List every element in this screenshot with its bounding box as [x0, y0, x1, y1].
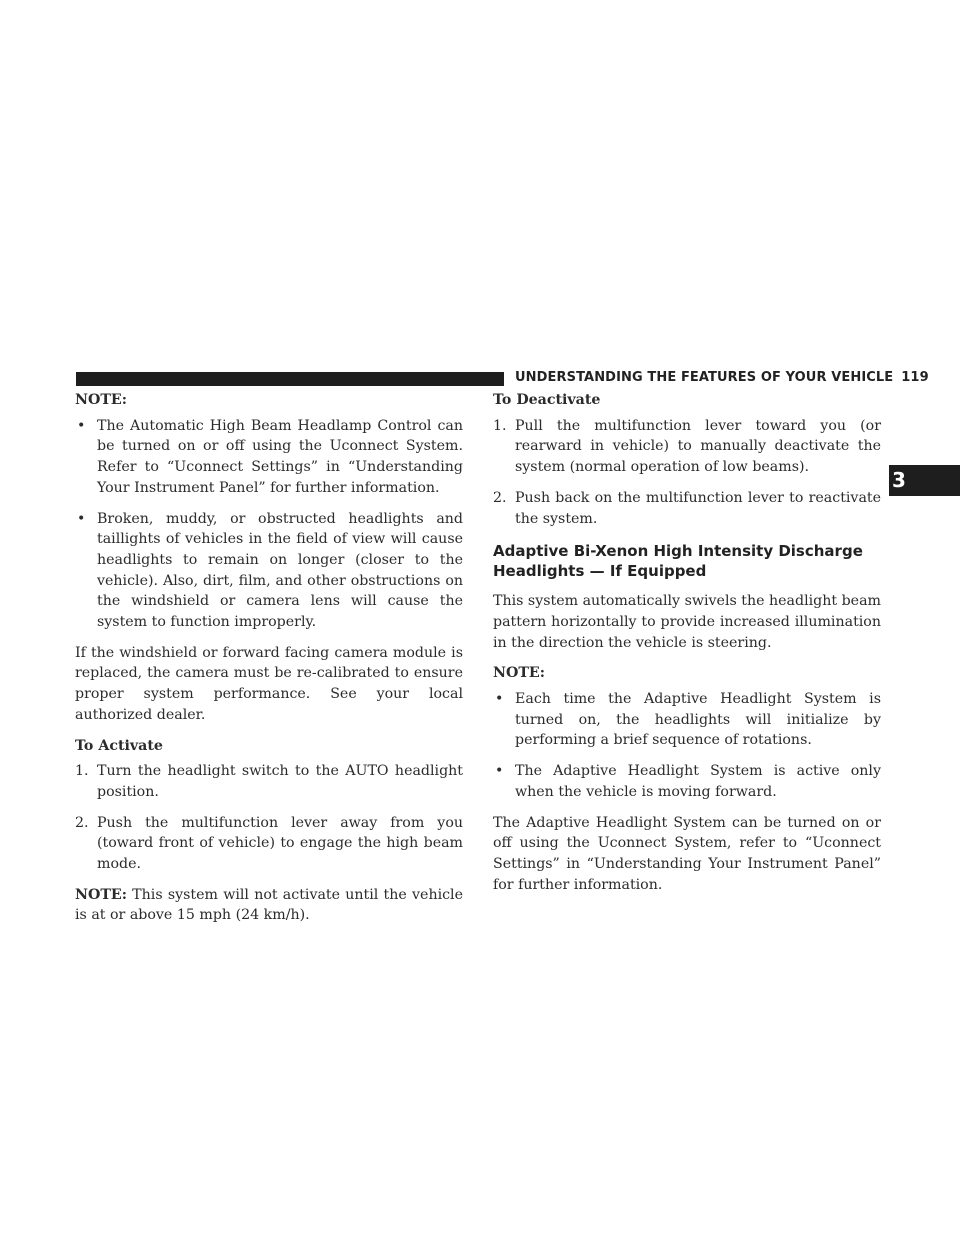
- left-column: [75, 390, 463, 936]
- page-number: 119: [901, 370, 929, 385]
- section-heading: Adaptive Bi-Xenon High Intensity Discharge Headlights — If Equipped: [493, 542, 863, 581]
- list-item: 1. Turn the headlight switch to the AUTO headlight position.: [75, 763, 463, 800]
- note-label: NOTE:: [75, 392, 127, 408]
- list-item: 2. Push back on the multifunction lever to reactivate the system.: [493, 489, 881, 527]
- right-column: [493, 390, 881, 905]
- activate-steps: [75, 761, 463, 875]
- note-bullets: [75, 416, 463, 633]
- chapter-number: 3: [892, 468, 906, 492]
- note-label: NOTE:: [493, 665, 545, 682]
- running-header: [515, 370, 929, 385]
- closing-paragraph: The Adaptive Headlight System can be turned on or off using the Uconnect System, refer to “Uconnect Settings” in “Understanding Your Instrument Panel” for further information.: [493, 814, 881, 893]
- list-item: 1. Pull the multifunction lever toward you (or rearward in vehicle) to manually deactivate the system (normal operation of low beams).: [493, 417, 881, 476]
- list-item: 2. Push the multifunction lever away from you (toward front of vehicle) to engage the high beam mode.: [75, 814, 463, 873]
- intro-paragraph: This system automatically swivels the headlight beam pattern horizontally to provide increased illumination in the direction the vehicle is steering.: [493, 593, 881, 651]
- header-title: UNDERSTANDING THE FEATURES OF YOUR VEHICLE: [515, 370, 894, 385]
- list-item: • Broken, muddy, or obstructed headlights and taillights of vehicles in the field of view will cause headlights to remain on longer (closer to the vehicle). Also, dirt, film, and other obstructions on the windshield or camera lens will cause the system to function improperly.: [77, 510, 463, 631]
- calibration-paragraph: If the windshield or forward facing camera module is replaced, the camera must be re-calibrated to ensure proper system performance. See your local authorized dealer.: [75, 644, 463, 723]
- list-item: • The Automatic High Beam Headlamp Control can be turned on or off using the Uconnect System. Refer to “Uconnect Settings” in “Understanding Your Instrument Panel” for further information.: [77, 417, 463, 496]
- list-item: • The Adaptive Headlight System is active only when the vehicle is moving forward.: [495, 763, 881, 800]
- activate-heading: To Activate: [75, 737, 163, 754]
- header-rule: [76, 372, 504, 386]
- deactivate-steps: [493, 416, 881, 530]
- list-item: • Each time the Adaptive Headlight System is turned on, the headlights will initialize by performing a brief sequence of rotations.: [495, 691, 881, 749]
- note-bullets: [493, 689, 881, 803]
- speed-note: NOTE: This system will not activate until the vehicle is at or above 15 mph (24 km/h).: [75, 886, 463, 924]
- deactivate-heading: To Deactivate: [493, 392, 601, 408]
